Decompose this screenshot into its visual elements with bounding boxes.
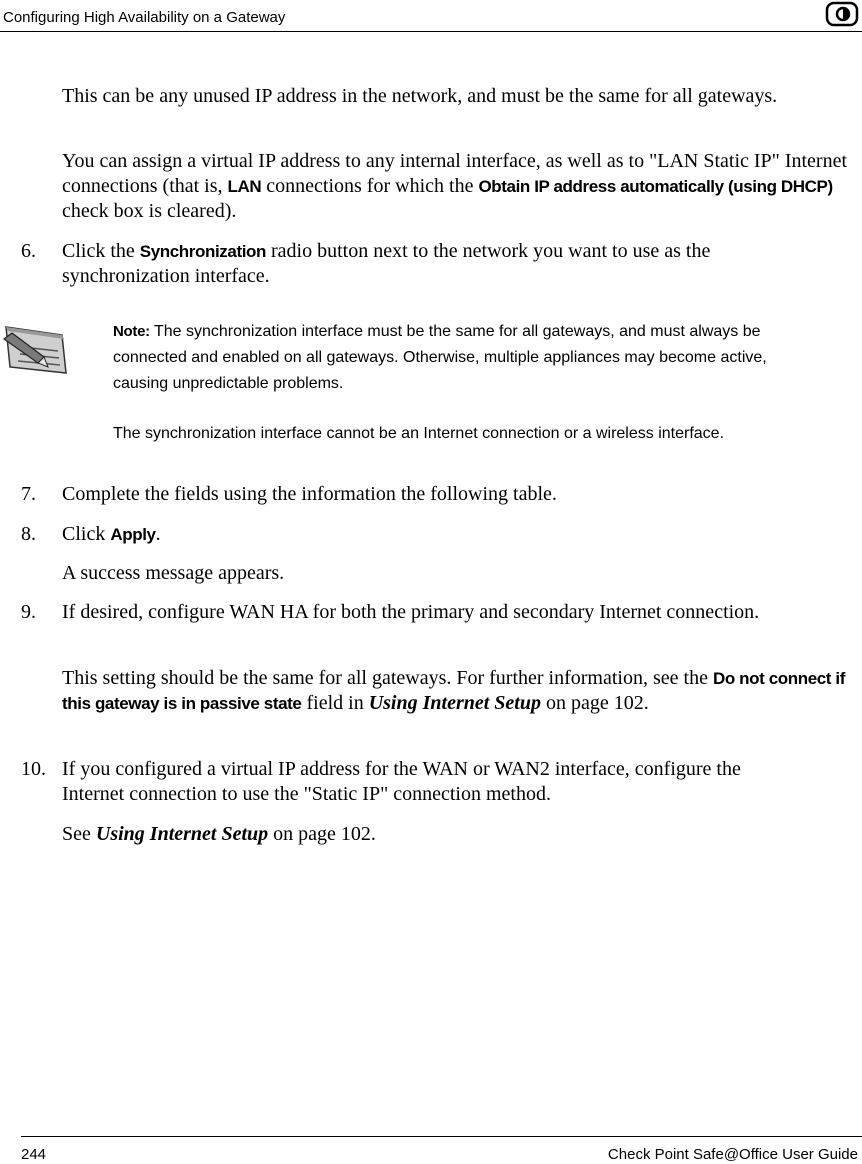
link-using-internet-setup[interactable]: Using Internet Setup bbox=[95, 823, 269, 845]
check-point-logo-icon bbox=[825, 1, 859, 27]
header-title: Configuring High Availability on a Gateway bbox=[3, 9, 286, 26]
page-header bbox=[0, 0, 862, 32]
step-number: 8. bbox=[21, 523, 36, 545]
step-10-text: If you configured a virtual IP address for the WAN or WAN2 interface, configure the Internet connection to use the "Static IP" connection method. bbox=[62, 758, 741, 805]
paragraph-unused-ip: This can be any unused IP address in the network, and must be the same for all gateways. bbox=[62, 85, 778, 107]
step-10-see: See Using Internet Setup on page 102. bbox=[62, 823, 376, 845]
paragraph-virtual-ip: You can assign a virtual IP address to any internal interface, as well as to "LAN Static IP" Internet connections (that is, LAN connections for which the Obtain IP address automatically (using DHCP) check box is cleared). bbox=[62, 150, 848, 222]
note-block bbox=[113, 319, 813, 397]
ui-label-synchronization: Synchronization bbox=[139, 242, 266, 261]
note-label: Note: bbox=[113, 323, 150, 340]
step-number: 10. bbox=[21, 758, 46, 780]
step-7-text: Complete the fields using the information the following table. bbox=[62, 483, 557, 505]
ui-label-obtain-ip: Obtain IP address automatically (using DHCP) bbox=[478, 177, 833, 196]
step-8-result: A success message appears. bbox=[62, 562, 285, 584]
note-text-2: The synchronization interface cannot be an Internet connection or a wireless interface. bbox=[113, 425, 725, 442]
page-footer bbox=[21, 1136, 862, 1164]
step-number: 7. bbox=[21, 483, 36, 505]
step-8-text: Click Apply. bbox=[62, 523, 161, 545]
guide-title: Check Point Safe@Office User Guide bbox=[607, 1146, 858, 1163]
link-using-internet-setup[interactable]: Using Internet Setup bbox=[368, 692, 541, 714]
step-9-text: If desired, configure WAN HA for both the primary and secondary Internet connection. bbox=[62, 601, 760, 623]
ui-label-do-not-connect: Do not connect if this gateway is in passive state bbox=[62, 669, 845, 713]
page-number: 244 bbox=[21, 1146, 47, 1163]
ui-label-apply: Apply bbox=[110, 525, 156, 544]
note-text-1: The synchronization interface must be the same for all gateways, and must always be connected and enabled on all gateways. Otherwise, multiple appliances may become active, causing unpredictable problems. bbox=[113, 323, 767, 392]
step-number: 9. bbox=[21, 601, 36, 623]
step-6-text: Click the Synchronization radio button next to the network you want to use as the synchronization interface. bbox=[62, 240, 711, 287]
note-pencil-icon bbox=[2, 317, 70, 375]
step-9-info: This setting should be the same for all gateways. For further information, see the Do not connect if this gateway is in passive state field in Using Internet Setup on page 102. bbox=[62, 667, 845, 714]
step-number: 6. bbox=[21, 240, 36, 262]
ui-label-lan: LAN bbox=[227, 177, 262, 196]
